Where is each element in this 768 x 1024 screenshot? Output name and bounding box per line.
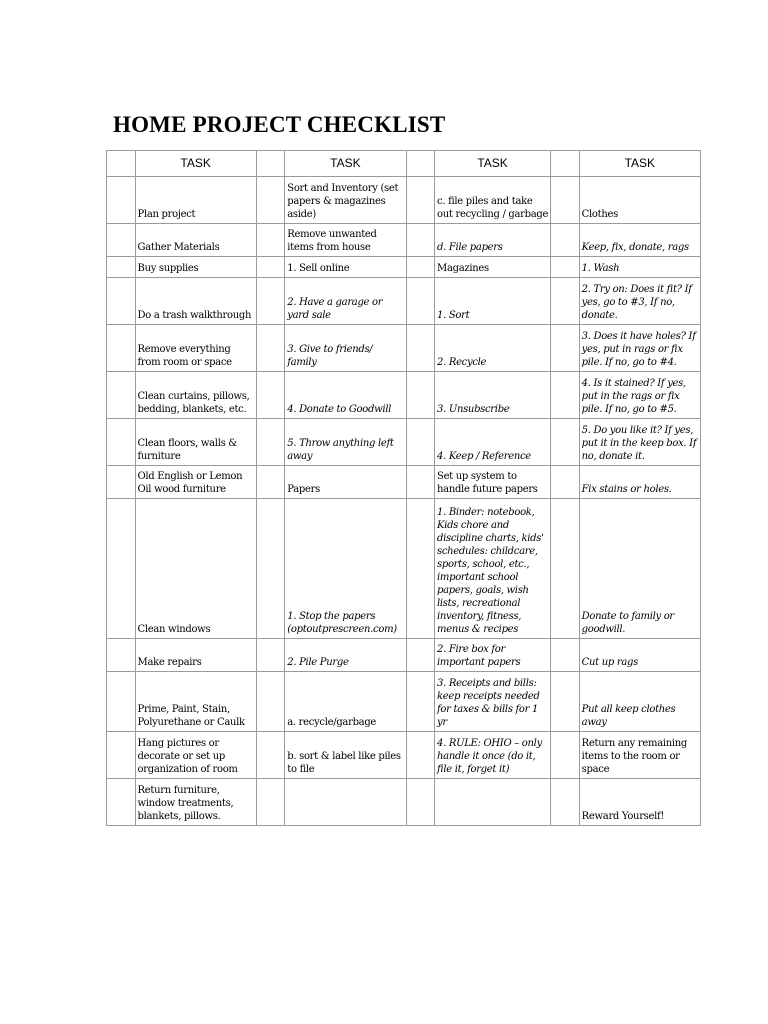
- task-cell: Hang pictures or decorate or set up organization of room: [135, 732, 256, 779]
- checkbox-cell[interactable]: [107, 466, 136, 499]
- task-cell: d. File papers: [435, 224, 551, 257]
- checkbox-cell[interactable]: [256, 466, 285, 499]
- checkbox-cell[interactable]: [256, 732, 285, 779]
- checkbox-cell[interactable]: [256, 779, 285, 826]
- checkbox-cell[interactable]: [256, 419, 285, 466]
- task-cell: Do a trash walkthrough: [135, 278, 256, 325]
- task-cell: 2. Pile Purge: [285, 639, 406, 672]
- task-cell: Keep, fix, donate, rags: [579, 224, 700, 257]
- task-cell: Gather Materials: [135, 224, 256, 257]
- checkbox-cell[interactable]: [406, 672, 435, 732]
- checkbox-cell[interactable]: [406, 732, 435, 779]
- checkbox-cell[interactable]: [406, 278, 435, 325]
- task-cell: 2. Have a garage or yard sale: [285, 278, 406, 325]
- task-cell: 3. Give to friends/ family: [285, 325, 406, 372]
- task-cell: 4. Is it stained? If yes, put in the rags or fix pile. If no, go to #5.: [579, 372, 700, 419]
- task-cell: 2. Recycle: [435, 325, 551, 372]
- page-title: HOME PROJECT CHECKLIST: [113, 112, 446, 137]
- checkbox-cell[interactable]: [256, 639, 285, 672]
- checkbox-cell[interactable]: [107, 419, 136, 466]
- task-cell: Return furniture, window treatments, blankets, pillows.: [135, 779, 256, 826]
- checkbox-header-cell: [256, 151, 285, 177]
- checkbox-cell[interactable]: [107, 372, 136, 419]
- task-cell: Fix stains or holes.: [579, 466, 700, 499]
- checkbox-cell[interactable]: [406, 325, 435, 372]
- task-cell: Remove everything from room or space: [135, 325, 256, 372]
- checklist-table: [106, 150, 701, 826]
- checkbox-cell[interactable]: [107, 177, 136, 224]
- checkbox-cell[interactable]: [107, 224, 136, 257]
- checkbox-cell[interactable]: [551, 499, 580, 639]
- checkbox-cell[interactable]: [406, 177, 435, 224]
- task-cell: Return any remaining items to the room or space: [579, 732, 700, 779]
- checkbox-cell[interactable]: [406, 466, 435, 499]
- task-cell: Magazines: [435, 257, 551, 278]
- task-cell: 1. Stop the papers (optoutprescreen.com): [285, 499, 406, 639]
- column-header: TASK: [135, 151, 256, 177]
- checkbox-cell[interactable]: [256, 372, 285, 419]
- task-row: [107, 325, 701, 372]
- task-cell: Make repairs: [135, 639, 256, 672]
- checkbox-cell[interactable]: [256, 672, 285, 732]
- task-cell: 1. Binder: notebook, Kids chore and discipline charts, kids' schedules: childcare, sports, school, etc., important school papers, goals, wish lists, recreational inventory, fitness, menus & recipes: [435, 499, 551, 639]
- task-cell: 5. Do you like it? If yes, put it in the keep box. If no, donate it.: [579, 419, 700, 466]
- checkbox-cell[interactable]: [406, 257, 435, 278]
- checkbox-cell[interactable]: [406, 372, 435, 419]
- task-cell: 2. Fire box for important papers: [435, 639, 551, 672]
- task-cell: 2. Try on: Does it fit? If yes, go to #3, If no, donate.: [579, 278, 700, 325]
- task-row: [107, 278, 701, 325]
- checkbox-cell[interactable]: [107, 779, 136, 826]
- checkbox-cell[interactable]: [551, 672, 580, 732]
- task-row: [107, 257, 701, 278]
- task-cell: Donate to family or goodwill.: [579, 499, 700, 639]
- task-row: [107, 779, 701, 826]
- task-cell: 4. Donate to Goodwill: [285, 372, 406, 419]
- checkbox-cell[interactable]: [406, 779, 435, 826]
- task-cell: a. recycle/garbage: [285, 672, 406, 732]
- task-cell: Remove unwanted items from house: [285, 224, 406, 257]
- checkbox-cell[interactable]: [256, 325, 285, 372]
- checkbox-cell[interactable]: [107, 672, 136, 732]
- checkbox-cell[interactable]: [551, 224, 580, 257]
- task-row: [107, 419, 701, 466]
- task-cell: 5. Throw anything left away: [285, 419, 406, 466]
- checkbox-cell[interactable]: [107, 278, 136, 325]
- task-cell: 1. Wash: [579, 257, 700, 278]
- header-row: [107, 151, 701, 177]
- task-cell: Clean windows: [135, 499, 256, 639]
- task-row: [107, 466, 701, 499]
- task-cell: [285, 779, 406, 826]
- column-header: TASK: [285, 151, 406, 177]
- checkbox-cell[interactable]: [107, 257, 136, 278]
- column-header: TASK: [435, 151, 551, 177]
- task-row: [107, 372, 701, 419]
- checkbox-cell[interactable]: [551, 177, 580, 224]
- task-row: [107, 224, 701, 257]
- checkbox-header-cell: [551, 151, 580, 177]
- checkbox-cell[interactable]: [406, 499, 435, 639]
- checkbox-cell[interactable]: [406, 224, 435, 257]
- checkbox-cell[interactable]: [107, 325, 136, 372]
- task-cell: Sort and Inventory (set papers & magazines aside): [285, 177, 406, 224]
- task-row: [107, 672, 701, 732]
- checkbox-cell[interactable]: [551, 257, 580, 278]
- task-cell: Old English or Lemon Oil wood furniture: [135, 466, 256, 499]
- task-cell: 3. Receipts and bills: keep receipts needed for taxes & bills for 1 yr: [435, 672, 551, 732]
- task-cell: Reward Yourself!: [579, 779, 700, 826]
- checkbox-cell[interactable]: [107, 639, 136, 672]
- checkbox-cell[interactable]: [256, 224, 285, 257]
- task-cell: Set up system to handle future papers: [435, 466, 551, 499]
- task-cell: 3. Unsubscribe: [435, 372, 551, 419]
- checkbox-cell[interactable]: [551, 639, 580, 672]
- task-row: [107, 732, 701, 779]
- checkbox-cell[interactable]: [551, 278, 580, 325]
- checkbox-cell[interactable]: [551, 372, 580, 419]
- checkbox-cell[interactable]: [406, 639, 435, 672]
- checkbox-cell[interactable]: [256, 257, 285, 278]
- task-cell: 3. Does it have holes? If yes, put in rags or fix pile. If no, go to #4.: [579, 325, 700, 372]
- task-cell: Buy supplies: [135, 257, 256, 278]
- task-row: [107, 177, 701, 224]
- task-cell: 1. Sell online: [285, 257, 406, 278]
- checkbox-cell[interactable]: [551, 732, 580, 779]
- checkbox-cell[interactable]: [551, 466, 580, 499]
- task-cell: Clean curtains, pillows, bedding, blankets, etc.: [135, 372, 256, 419]
- task-cell: Cut up rags: [579, 639, 700, 672]
- task-cell: Plan project: [135, 177, 256, 224]
- task-cell: c. file piles and take out recycling / garbage: [435, 177, 551, 224]
- checkbox-cell[interactable]: [551, 419, 580, 466]
- checkbox-cell[interactable]: [107, 732, 136, 779]
- task-cell: Put all keep clothes away: [579, 672, 700, 732]
- checkbox-cell[interactable]: [406, 419, 435, 466]
- task-cell: [435, 779, 551, 826]
- checkbox-cell[interactable]: [256, 278, 285, 325]
- task-cell: Clean floors, walls & furniture: [135, 419, 256, 466]
- task-cell: 4. Keep / Reference: [435, 419, 551, 466]
- checkbox-cell[interactable]: [551, 779, 580, 826]
- task-cell: b. sort & label like piles to file: [285, 732, 406, 779]
- task-cell: Clothes: [579, 177, 700, 224]
- task-cell: Prime, Paint, Stain, Polyurethane or Caulk: [135, 672, 256, 732]
- task-cell: Papers: [285, 466, 406, 499]
- checkbox-cell[interactable]: [256, 499, 285, 639]
- checkbox-cell[interactable]: [551, 325, 580, 372]
- task-row: [107, 499, 701, 639]
- column-header: TASK: [579, 151, 700, 177]
- task-row: [107, 639, 701, 672]
- task-cell: 4. RULE: OHIO – only handle it once (do it, file it, forget it): [435, 732, 551, 779]
- checkbox-header-cell: [107, 151, 136, 177]
- task-cell: 1. Sort: [435, 278, 551, 325]
- checkbox-cell[interactable]: [107, 499, 136, 639]
- checkbox-cell[interactable]: [256, 177, 285, 224]
- checkbox-header-cell: [406, 151, 435, 177]
